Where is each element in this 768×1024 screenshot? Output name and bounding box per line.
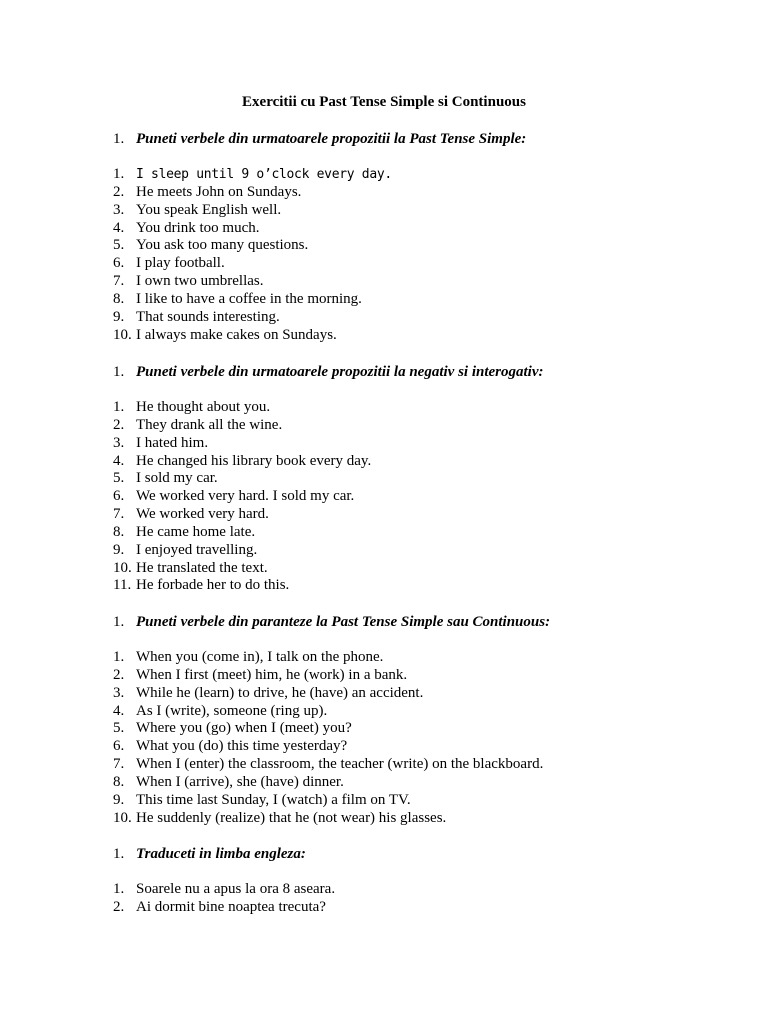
list-item (113, 666, 543, 684)
item-text: That sounds interesting. (136, 308, 280, 325)
list-item (113, 559, 371, 577)
item-number: 1. (113, 649, 125, 665)
item-number: 9. (113, 541, 125, 558)
item-text: I sleep until 9 o’clock every day. (136, 167, 392, 182)
item-number: 4. (113, 702, 125, 719)
item-number: 6. (113, 738, 125, 755)
item-text: He suddenly (realize) that he (not wear) his glasses. (136, 809, 447, 826)
item-text: He forbade her to do this. (136, 577, 290, 594)
item-text: I like to have a coffee in the morning. (136, 290, 362, 307)
section-heading-text: Traduceti in limba engleza: (136, 846, 306, 862)
list-item (113, 898, 335, 916)
item-text: When I (arrive), she (have) dinner. (136, 773, 344, 790)
item-text: When I first (meet) him, he (work) in a bank. (136, 666, 408, 683)
list-item (113, 469, 371, 487)
item-text: I play football. (136, 255, 225, 272)
item-text: Ai dormit bine noaptea trecuta? (136, 898, 326, 915)
item-text: He translated the text. (136, 559, 268, 576)
list-item (113, 165, 392, 183)
item-text: As I (write), someone (ring up). (136, 702, 328, 719)
item-number: 7. (113, 273, 125, 290)
list-item (113, 541, 371, 559)
item-text: He meets John on Sundays. (136, 183, 302, 200)
section-heading-4 (113, 845, 306, 863)
list-item (113, 505, 371, 523)
item-number: 8. (113, 523, 125, 540)
item-number: 2. (113, 898, 125, 915)
item-number: 5. (113, 470, 125, 487)
section-number: 1. (113, 846, 125, 862)
section-number: 1. (113, 131, 125, 147)
list-item (113, 398, 371, 416)
item-number: 7. (113, 506, 125, 523)
exercise-list-4 (113, 880, 335, 916)
list-item (113, 791, 543, 809)
item-text: I always make cakes on Sundays. (136, 326, 337, 343)
item-number: 10. (113, 559, 132, 576)
item-number: 9. (113, 791, 125, 808)
list-item (113, 648, 543, 666)
list-item (113, 737, 543, 755)
list-item (113, 719, 543, 737)
list-item (113, 702, 543, 720)
item-text: He thought about you. (136, 399, 271, 415)
section-number: 1. (113, 364, 125, 380)
item-number: 4. (113, 452, 125, 469)
item-text: Where you (go) when I (meet) you? (136, 720, 352, 737)
item-number: 6. (113, 488, 125, 505)
item-text: I own two umbrellas. (136, 273, 264, 290)
list-item (113, 272, 392, 290)
section-heading-text: Puneti verbele din urmatoarele propozitii la negativ si interogativ: (136, 364, 544, 380)
list-item (113, 576, 371, 594)
list-item (113, 201, 392, 219)
exercise-list-3 (113, 648, 543, 826)
item-number: 3. (113, 684, 125, 701)
item-text: This time last Sunday, I (watch) a film on TV. (136, 791, 411, 808)
item-text: He changed his library book every day. (136, 452, 372, 469)
item-text: While he (learn) to drive, he (have) an accident. (136, 684, 424, 701)
item-number: 1. (113, 399, 125, 415)
list-item (113, 308, 392, 326)
list-item (113, 326, 392, 344)
list-item (113, 684, 543, 702)
item-number: 10. (113, 326, 132, 343)
item-number: 8. (113, 773, 125, 790)
list-item (113, 487, 371, 505)
item-number: 3. (113, 434, 125, 451)
list-item (113, 254, 392, 272)
item-text: You ask too many questions. (136, 237, 309, 254)
list-item (113, 183, 392, 201)
list-item (113, 434, 371, 452)
item-text: When I (enter) the classroom, the teacher (write) on the blackboard. (136, 756, 544, 773)
item-text: He came home late. (136, 523, 256, 540)
section-heading-2 (113, 363, 544, 381)
section-heading-1 (113, 130, 526, 148)
exercise-list-2 (113, 398, 371, 594)
list-item (113, 523, 371, 541)
item-text: They drank all the wine. (136, 416, 283, 433)
item-number: 5. (113, 720, 125, 737)
list-item (113, 236, 392, 254)
item-text: I enjoyed travelling. (136, 541, 258, 558)
item-text: We worked very hard. (136, 506, 269, 523)
section-heading-text: Puneti verbele din paranteze la Past Tense Simple sau Continuous: (136, 614, 551, 630)
item-text: I hated him. (136, 434, 209, 451)
item-text: We worked very hard. I sold my car. (136, 488, 355, 505)
item-text: I sold my car. (136, 470, 218, 487)
list-item (113, 809, 543, 827)
item-number: 11. (113, 577, 132, 594)
item-number: 2. (113, 416, 125, 433)
item-number: 3. (113, 201, 125, 218)
item-number: 1. (113, 166, 125, 182)
item-text: When you (come in), I talk on the phone. (136, 649, 384, 665)
section-number: 1. (113, 614, 125, 630)
item-number: 5. (113, 237, 125, 254)
item-number: 9. (113, 308, 125, 325)
section-heading-text: Puneti verbele din urmatoarele propozitii la Past Tense Simple: (136, 131, 527, 147)
item-number: 2. (113, 666, 125, 683)
item-text: What you (do) this time yesterday? (136, 738, 348, 755)
list-item (113, 290, 392, 308)
section-heading-3 (113, 613, 550, 631)
item-text: You speak English well. (136, 201, 282, 218)
document-title: Exercitii cu Past Tense Simple si Continuous (242, 94, 526, 110)
item-number: 2. (113, 183, 125, 200)
item-number: 1. (113, 881, 125, 897)
item-number: 6. (113, 255, 125, 272)
item-number: 8. (113, 290, 125, 307)
item-number: 10. (113, 809, 132, 826)
list-item (113, 880, 335, 898)
exercise-list-1 (113, 165, 392, 343)
list-item (113, 773, 543, 791)
list-item (113, 219, 392, 237)
list-item (113, 452, 371, 470)
item-number: 4. (113, 219, 125, 236)
item-text: You drink too much. (136, 219, 260, 236)
item-number: 7. (113, 756, 125, 773)
list-item (113, 416, 371, 434)
item-text: Soarele nu a apus la ora 8 aseara. (136, 881, 336, 897)
list-item (113, 755, 543, 773)
